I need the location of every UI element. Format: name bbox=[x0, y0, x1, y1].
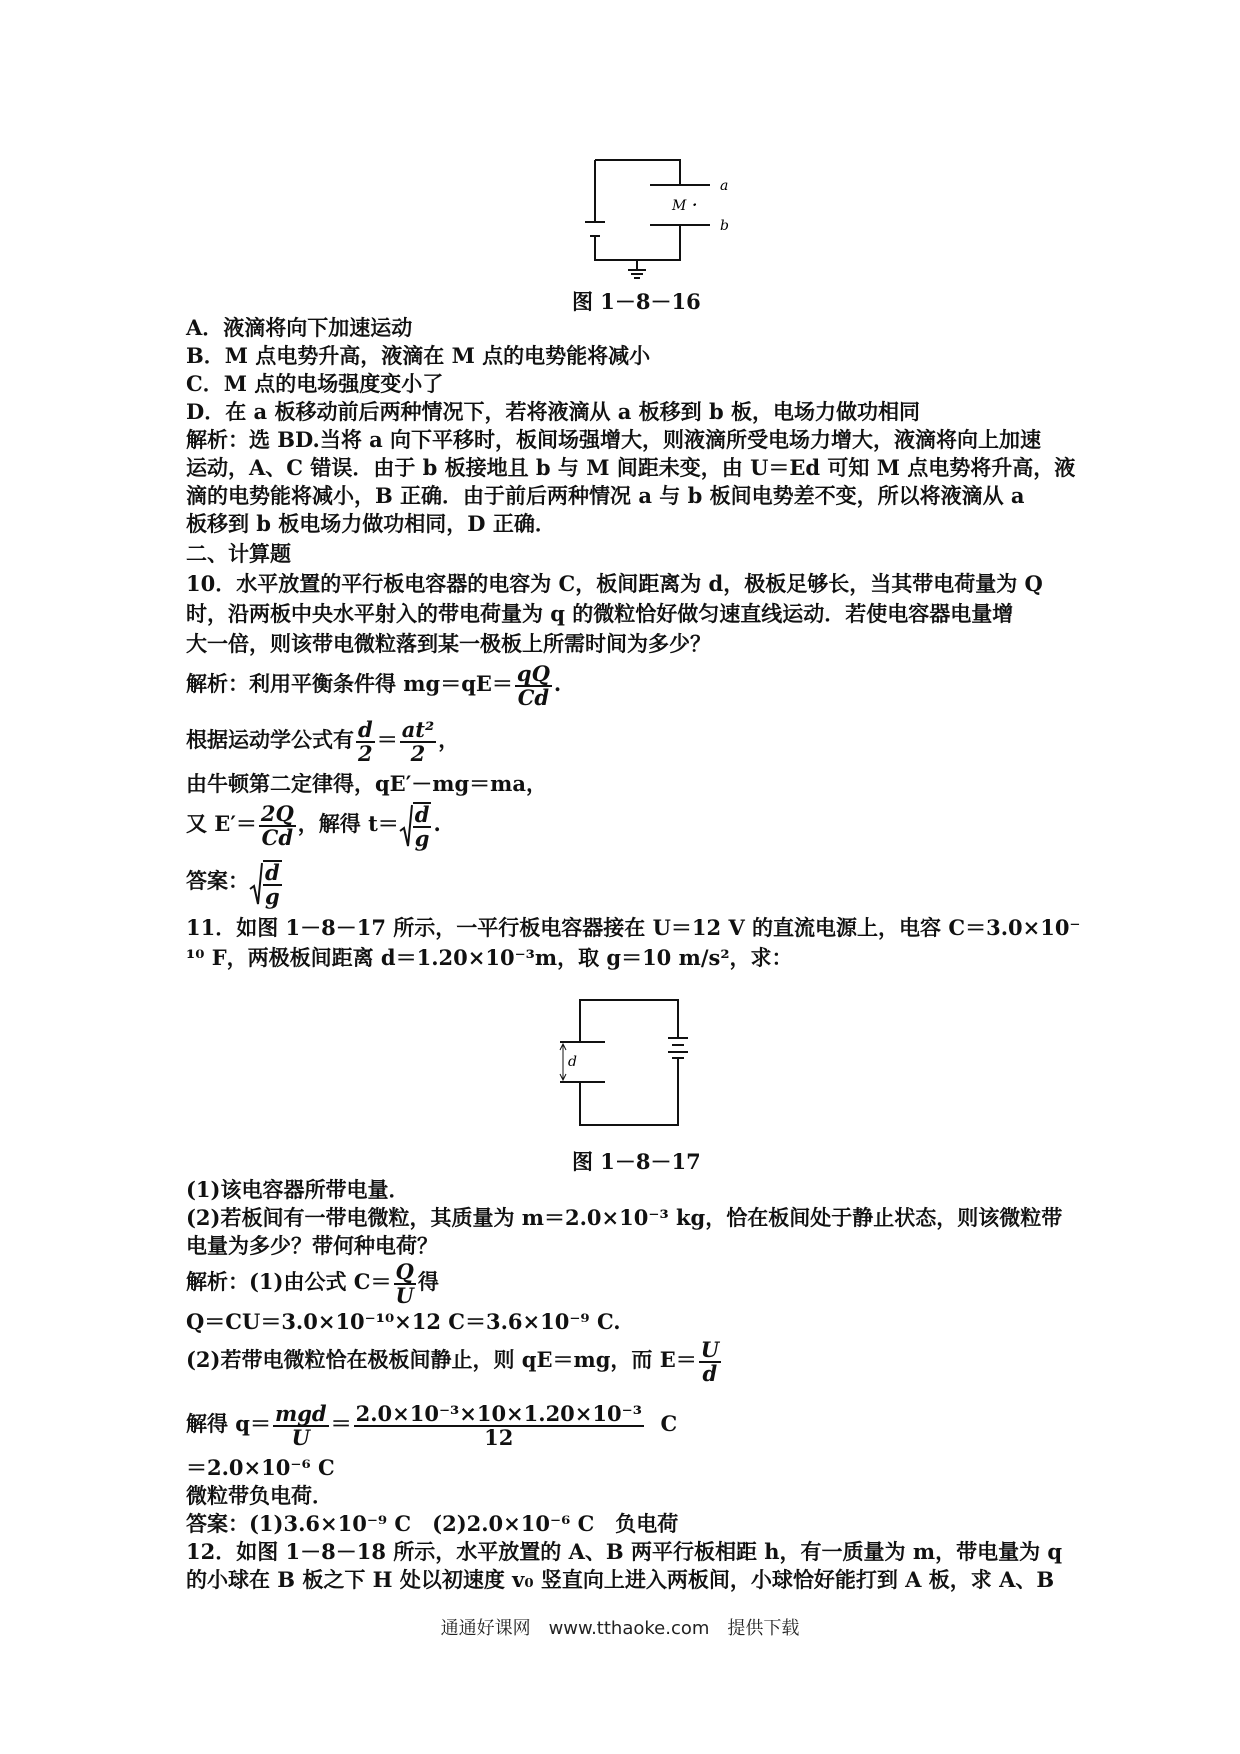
fraction-numerator: d bbox=[414, 802, 430, 828]
question-11-line: ¹⁰ F，两极板间距离 d＝1.20×10⁻³m，取 g＝10 m/s²，求： bbox=[186, 945, 793, 970]
plate-b-label: b bbox=[720, 218, 729, 234]
fraction-denominator: Cd bbox=[517, 684, 550, 710]
fraction bbox=[699, 1336, 721, 1386]
fraction-numerator: 2Q bbox=[260, 800, 294, 826]
plate-a-label: a bbox=[720, 178, 729, 194]
fraction-denominator: 2 bbox=[410, 740, 426, 766]
distance-d-label: d bbox=[568, 1054, 577, 1070]
solution-10-line-4: 又 E′＝ $\frac{2Q}{Cd}$ ，解得 t＝ $\frac{d}{g}$ . bbox=[186, 800, 441, 852]
analysis-line: 滴的电势能将减小，B 正确．由于前后两种情况 a 与 b 板间电势差不变，所以将液滴从 a bbox=[186, 483, 1025, 508]
question-12-line: 的小球在 B 板之下 H 处以初速度 v₀ 竖直向上进入两板间，小球恰好能打到 A 板，求 A、B bbox=[186, 1567, 1055, 1592]
point-m-label: M・ bbox=[672, 198, 701, 214]
solution-text: 解得 q＝ bbox=[186, 1411, 271, 1436]
analysis-line: 板移到 b 板电场力做功相同，D 正确． bbox=[186, 511, 556, 536]
fraction-denominator: 2 bbox=[358, 740, 373, 766]
fraction bbox=[413, 802, 432, 850]
solution-10-line-2: 根据运动学公式有 $\frac{d}{2}$ ＝ $\frac{\text{at²}}{2}$ ， bbox=[186, 716, 460, 766]
solution-11-line-2: Q＝CU＝3.0×10⁻¹⁰×12 C＝3.6×10⁻⁹ C. bbox=[186, 1309, 621, 1334]
fraction bbox=[356, 716, 375, 766]
solution-10-line-3: 由牛顿第二定律得，qE′－mg＝ma， bbox=[186, 771, 547, 796]
solution-11-line-4 bbox=[186, 1400, 1056, 1449]
option-d: D．在 a 板移动前后两种情况下，若将液滴从 a 板移到 b 板，电场力做功相同 bbox=[186, 399, 920, 424]
question-10-line: 10．水平放置的平行板电容器的电容为 C，板间距离为 d，极板足够长，当其带电荷量为 Q bbox=[186, 571, 1043, 596]
fraction-denominator: d bbox=[702, 1360, 718, 1386]
equals-sign: ＝ bbox=[376, 727, 398, 752]
answer-10 bbox=[186, 856, 1056, 908]
fraction-denominator: U bbox=[395, 1282, 414, 1308]
fraction-denominator: g bbox=[265, 883, 280, 909]
solution-text: (2)若带电微粒恰在极板间静止，则 qE＝mg，而 E＝ bbox=[186, 1347, 697, 1372]
answer-label: 答案： bbox=[186, 868, 249, 893]
question-11-line: 11．如图 1－8－17 所示，一平行板电容器接在 U＝12 V 的直流电源上，电容 C＝3.0×10⁻ bbox=[186, 915, 1081, 940]
analysis-line: 解析：选 BD.当将 a 向下平移时，板间场强增大，则液滴所受电场力增大，液滴将向上加速 bbox=[186, 427, 1042, 452]
fraction-numerator: qQ bbox=[516, 660, 550, 686]
equals-sign: ＝ bbox=[330, 1411, 352, 1436]
fraction-denominator: 12 bbox=[484, 1424, 514, 1450]
fraction bbox=[394, 1258, 416, 1308]
solution-text: 根据运动学公式有 bbox=[186, 727, 354, 752]
solution-11-line-3 bbox=[186, 1336, 1056, 1385]
option-c: C．M 点的电场强度变小了 bbox=[186, 371, 444, 396]
fraction-numerator: mgd bbox=[275, 1400, 327, 1426]
solution-text: 得 bbox=[417, 1269, 439, 1294]
radical-sign-icon bbox=[399, 803, 413, 849]
page-footer: 通通好课网 www.tthaoke.com 提供下载 bbox=[440, 1618, 800, 1639]
fraction-numerator: at² bbox=[401, 716, 435, 742]
fraction-numerator: Q bbox=[395, 1258, 414, 1284]
fraction-numerator: 2.0×10⁻³×10×1.20×10⁻³ bbox=[355, 1400, 642, 1426]
solution-text: 解析：利用平衡条件得 mg＝qE＝ bbox=[186, 671, 513, 696]
square-root bbox=[249, 857, 284, 908]
radical-sign-icon bbox=[249, 861, 263, 907]
option-a: A．液滴将向下加速运动 bbox=[186, 315, 413, 340]
solution-10-line-1: 解析：利用平衡条件得 mg＝qE＝ $\frac{qQ}{Cd}$ . bbox=[186, 660, 562, 710]
figure-caption-2: 图 1－8－17 bbox=[572, 1149, 701, 1174]
solution-11-line-6: 微粒带负电荷． bbox=[186, 1483, 333, 1508]
solution-text: 解析：(1)由公式 C＝ bbox=[186, 1269, 392, 1294]
question-11-part: (2)若板间有一带电微粒，其质量为 m＝2.0×10⁻³ kg，恰在板间处于静止状态，则该微粒带 bbox=[186, 1205, 1063, 1230]
question-11-part: (1)该电容器所带电量． bbox=[186, 1177, 410, 1202]
question-11-part: 电量为多少？带何种电荷？ bbox=[186, 1233, 438, 1258]
fraction-denominator: U bbox=[291, 1424, 310, 1450]
solution-11-line-5: ＝2.0×10⁻⁶ C bbox=[186, 1455, 335, 1480]
section-heading: 二、计算题 bbox=[186, 541, 291, 566]
fraction bbox=[273, 1400, 329, 1450]
solution-11-line-1 bbox=[186, 1258, 1056, 1307]
fraction bbox=[354, 1400, 644, 1450]
solution-text: ，解得 t＝ bbox=[297, 811, 399, 836]
fraction-denominator: Cd bbox=[261, 824, 294, 850]
answer-11: 答案：(1)3.6×10⁻⁹ C (2)2.0×10⁻⁶ C 负电荷 bbox=[186, 1511, 679, 1536]
unit-text: C bbox=[660, 1411, 678, 1436]
option-b: B．M 点电势升高，液滴在 M 点的电势能将减小 bbox=[186, 343, 651, 368]
fraction-numerator: d bbox=[265, 859, 280, 885]
question-10-line: 大一倍，则该带电微粒落到某一极板上所需时间为多少？ bbox=[186, 631, 711, 656]
question-12-line: 12．如图 1－8－18 所示，水平放置的 A、B 两平行板相距 h，有一质量为 m，带电量为 q bbox=[186, 1539, 1063, 1564]
fraction-numerator: U bbox=[700, 1336, 720, 1362]
analysis-line: 运动，A、C 错误．由于 b 板接地且 b 与 M 间距未变，由 U＝Ed 可知 M 点电势将升高，液 bbox=[186, 455, 1076, 480]
square-root bbox=[399, 801, 434, 851]
question-10-line: 时，沿两板中央水平射入的带电荷量为 q 的微粒恰好做匀速直线运动．若使电容器电量增 bbox=[186, 601, 1014, 626]
solution-text: 又 E′＝ bbox=[186, 811, 257, 836]
fraction bbox=[400, 716, 437, 766]
circuit-diagram-2 bbox=[550, 990, 700, 1140]
fraction bbox=[263, 860, 282, 908]
fraction bbox=[515, 660, 552, 710]
figure-caption-1: 图 1－8－16 bbox=[572, 289, 701, 314]
fraction-denominator: g bbox=[414, 826, 430, 852]
circuit-diagram-1 bbox=[520, 150, 740, 280]
fraction-numerator: d bbox=[358, 716, 373, 742]
fraction bbox=[259, 800, 296, 850]
